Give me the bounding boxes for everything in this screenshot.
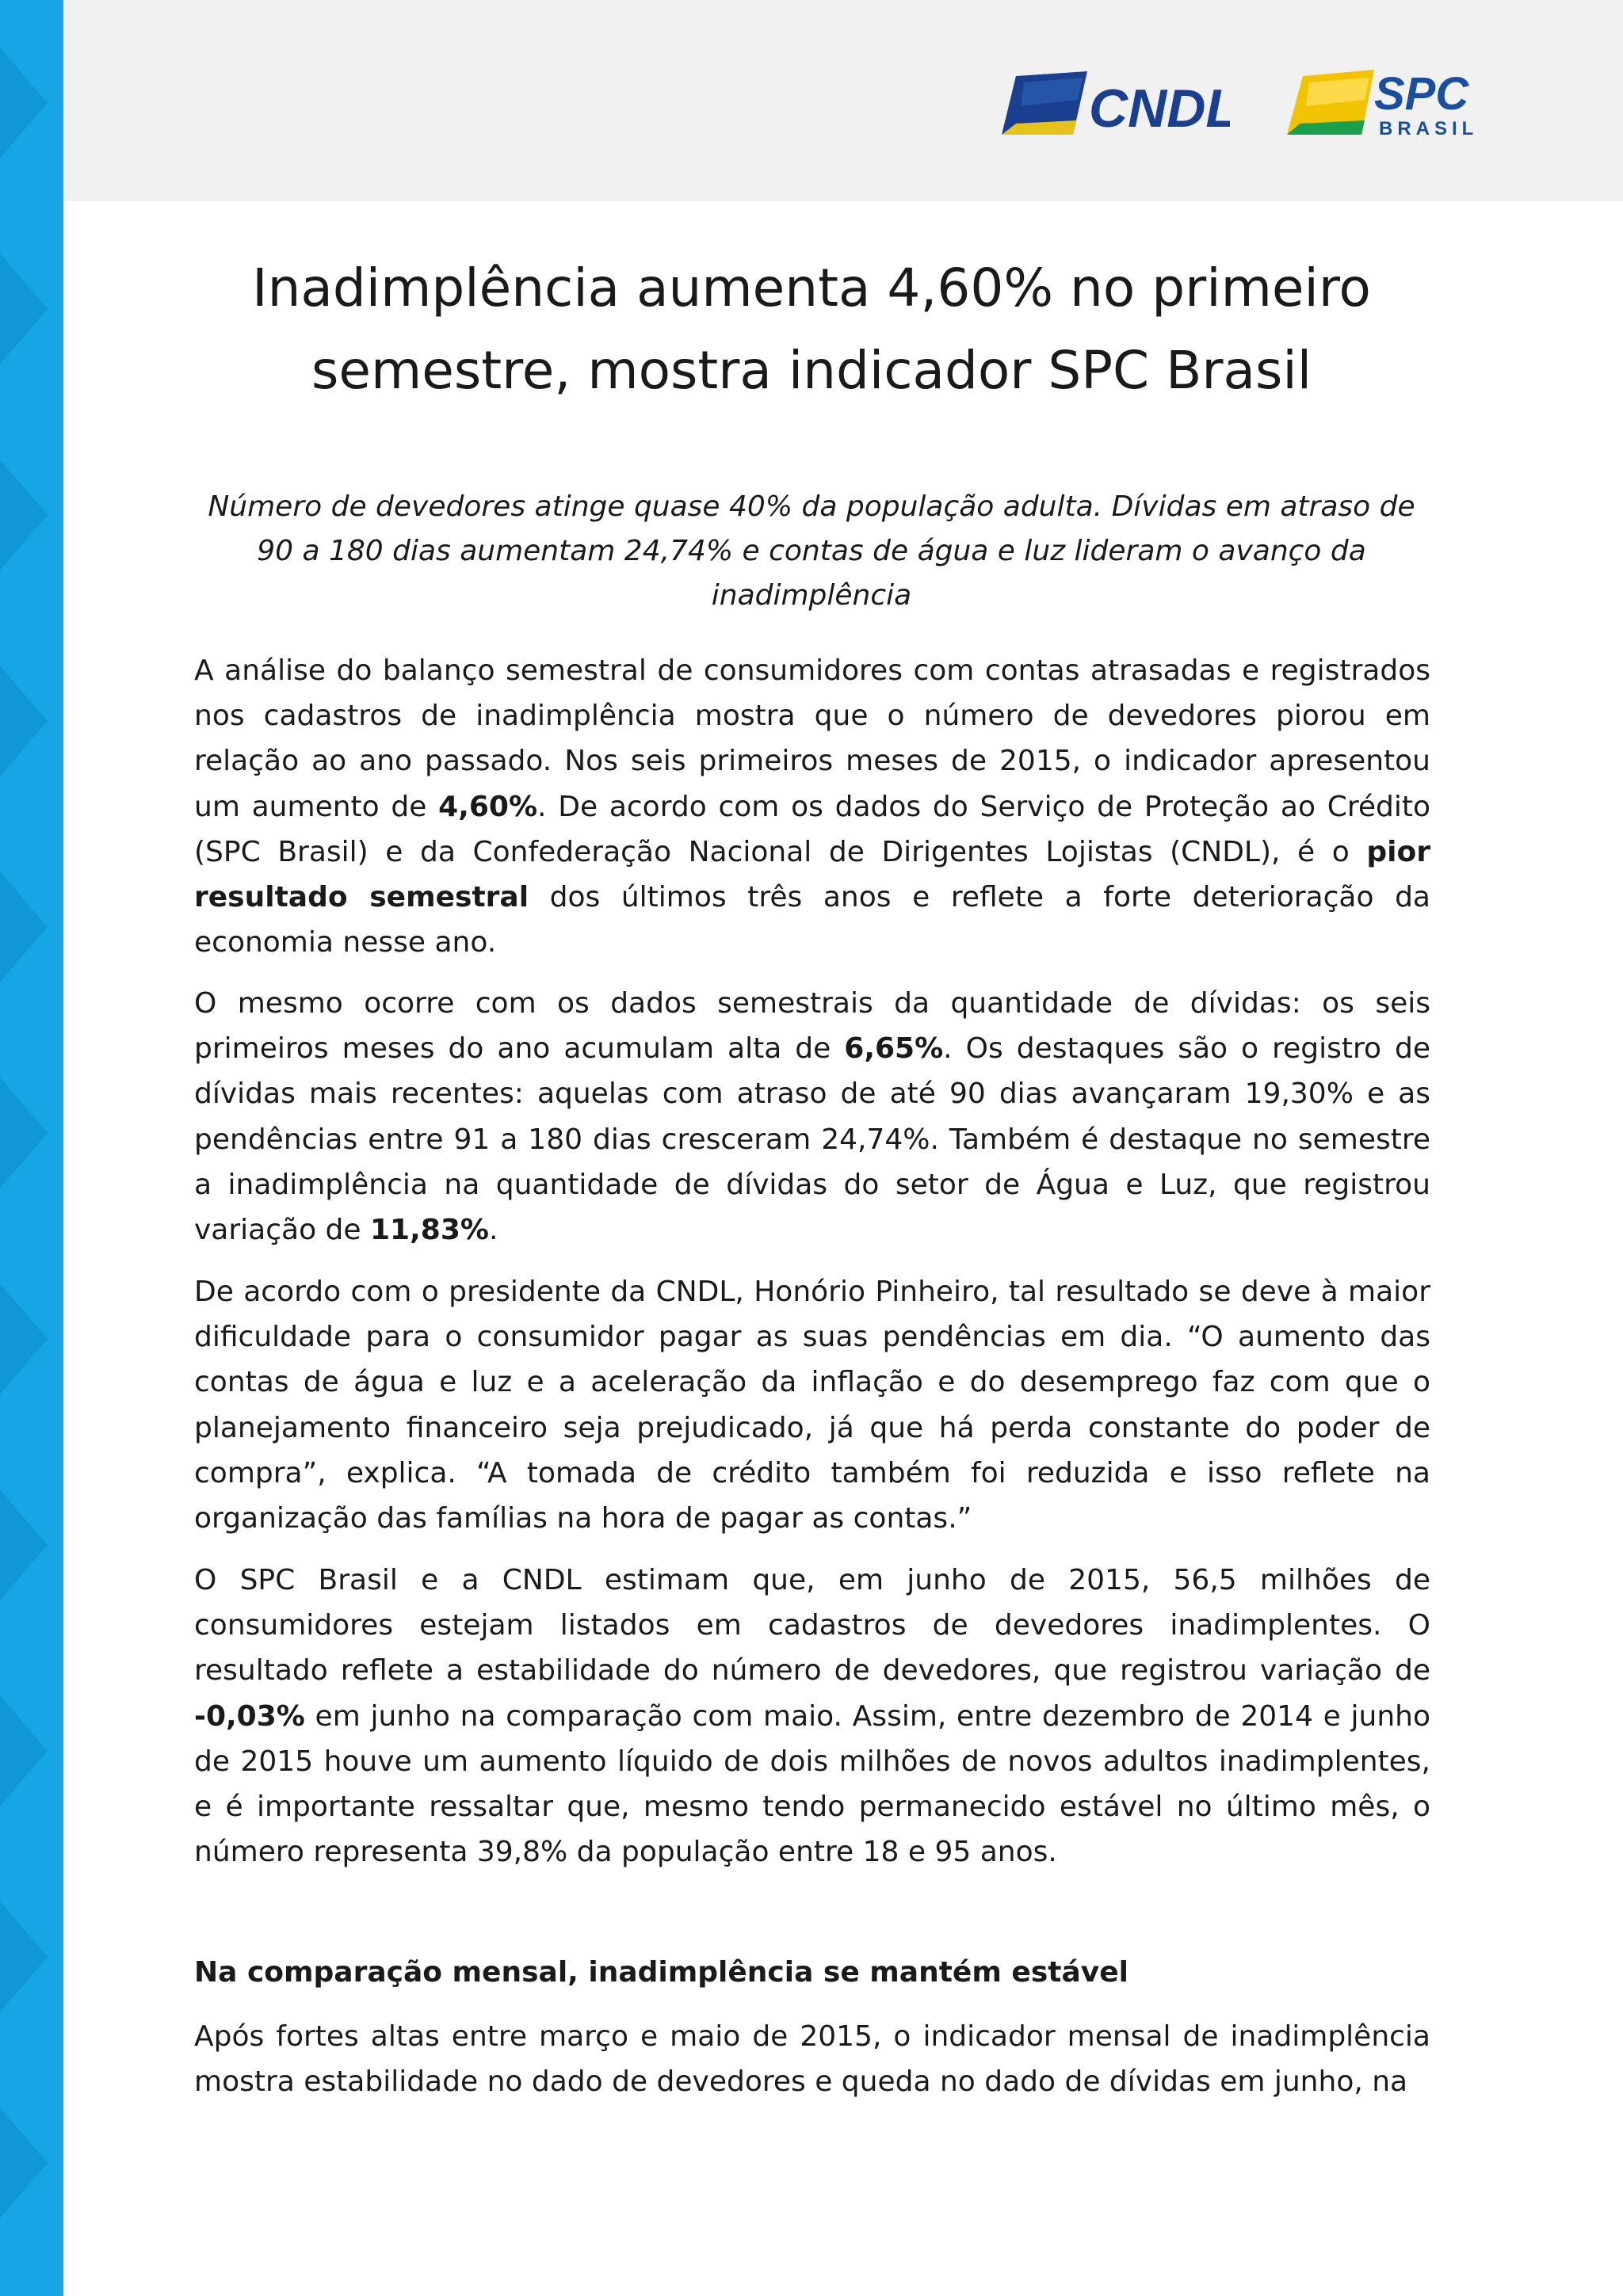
p4-text-a: O SPC Brasil e a CNDL estimam que, em junho de 2015, 56,5 milhões de consumidores estejam listados em cadastros de devedores inadimplentes. O resultado reflete a estabilidade do número de devedores, que registrou variação de [194, 1564, 1430, 1688]
svg-text:BRASIL: BRASIL [1379, 118, 1476, 139]
paragraph-5: Após fortes altas entre março e maio de 2015, o indicador mensal de inadimplência mostra estabilidade no dado de devedores e queda no dado de dívidas em junho, na [194, 2020, 1430, 2099]
paragraph-2 [194, 981, 1430, 1253]
p1-text-d: dos últimos três anos e reflete a forte deterioração da economia nesse ano. [194, 881, 1430, 959]
paragraph-1 [194, 648, 1430, 965]
p2-text-c: . Os destaques são o registro de dívidas mais recentes: aquelas com atraso de até 90 dias avançaram 19,30% e as pendências entre 91 a 180 dias cresceram 24,74%. Também é destaque no semestre a inadimplência na quantidade de dívidas do setor de Água e Luz, que registrou variação de [194, 1032, 1431, 1247]
p1-text-c: . De acordo com os dados do Serviço de Proteção ao Crédito (SPC Brasil) e da Confederação Nacional de Dirigentes Lojistas (CNDL), é o [194, 790, 1430, 868]
p2-text-d: . [488, 1214, 498, 1247]
title-line-1: Inadimplência aumenta 4,60% no primeiro [252, 257, 1371, 318]
section-heading: Na comparação mensal, inadimplência se mantém estável [194, 1956, 1128, 1989]
subtitle: Número de devedores atinge quase 40% da população adulta. Dívidas em atraso de 90 a 180 dias aumentam 24,74% e contas de água e luz lideram o avanço da inadimplência [208, 490, 1415, 612]
paragraph-4 [194, 1558, 1430, 1875]
p4-bold-1: -0,03% [194, 1699, 305, 1733]
title-line-2: semestre, mostra indicador SPC Brasil [311, 340, 1312, 401]
p4-text-c: em junho na comparação com maio. Assim, entre dezembro de 2014 e junho de 2015 houve um aumento líquido de dois milhões de novos adultos inadimplentes, e é importante ressaltar que, mesmo tendo permanecido estável no último mês, o número representa 39,8% da população entre 18 e 95 anos. [194, 1699, 1430, 1869]
p2-text-a: O mesmo ocorre com os dados semestrais da quantidade de dívidas: os seis primeiros meses do ano acumulam alta de [194, 987, 1430, 1066]
p2-bold-2: 11,83% [370, 1214, 489, 1247]
svg-text:SPC: SPC [1374, 68, 1469, 120]
paragraph-3: De acordo com o presidente da CNDL, Honório Pinheiro, tal resultado se deve à maior dificuldade para o consumidor pagar as suas pendências em dia. “O aumento das contas de água e luz e a aceleração da inflação e do desemprego faz com que o planejamento financeiro seja prejudicado, já que há perda constante do poder de compra”, explica. “A tomada de crédito também foi reduzida e isso reflete na organização das famílias na hora de pagar as contas.” [194, 1276, 1430, 1535]
svg-text:CNDL: CNDL [1089, 78, 1230, 139]
p1-bold-2: pior resultado semestral [194, 835, 1430, 914]
p2-bold-1: 6,65% [844, 1032, 944, 1066]
page-title [206, 247, 1417, 412]
spc-brasil-logo [1285, 65, 1476, 144]
p1-text-a: A análise do balanço semestral de consumidores com contas atrasadas e registrados nos cadastros de inadimplência mostra que o número de devedores piorou em relação ao ano passado. Nos seis primeiros meses de 2015, o indicador apresentou um aumento de [194, 654, 1430, 823]
p1-bold-1: 4,60% [438, 790, 538, 823]
cndl-logo [1000, 68, 1230, 139]
left-decorative-bar [0, 0, 63, 2296]
